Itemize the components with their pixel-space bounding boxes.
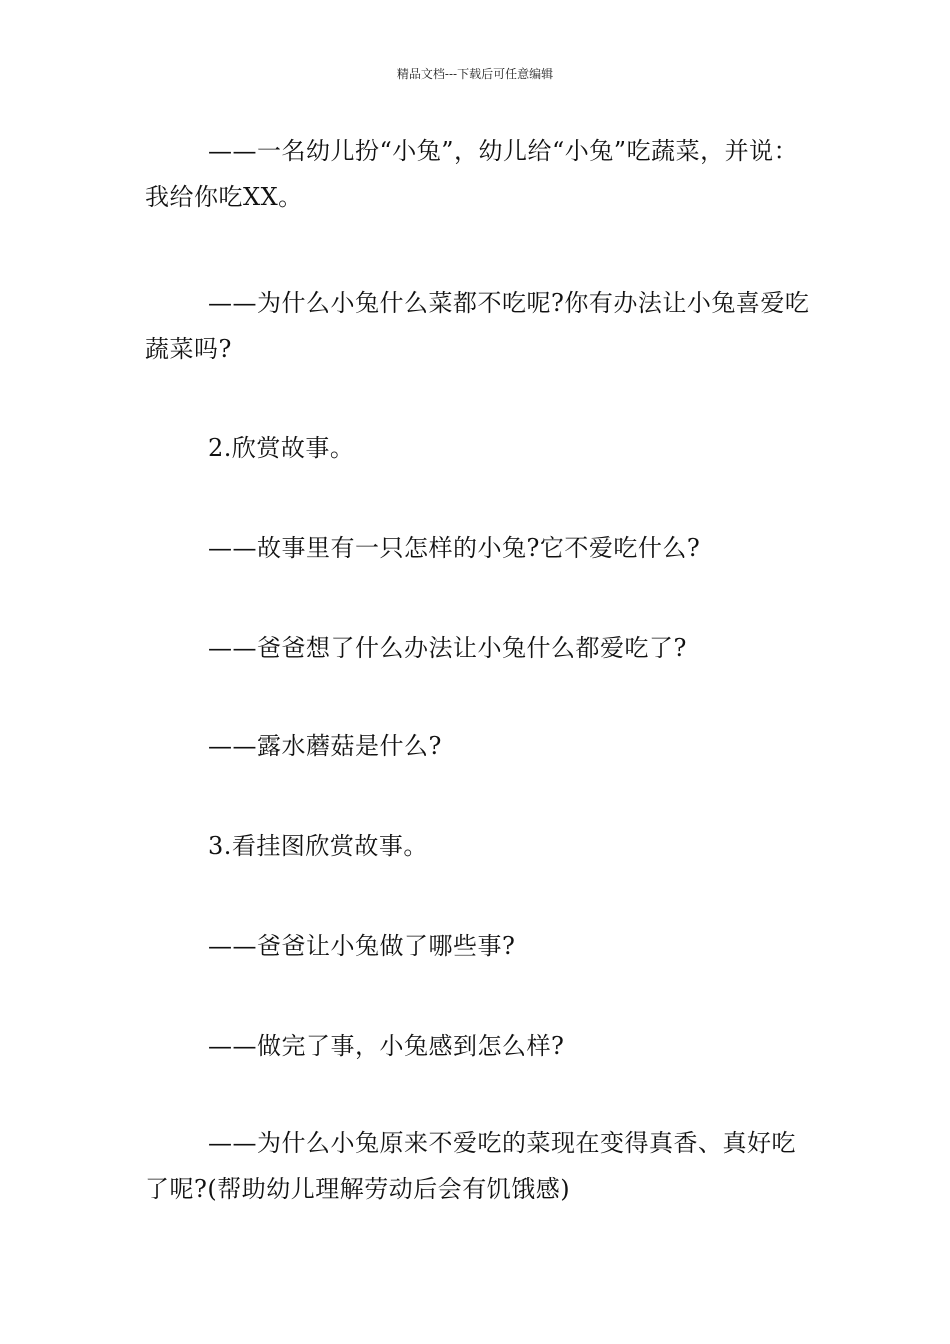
page-header: 精品文档---下载后可任意编辑 [396,67,554,81]
paragraph-1: ——一名幼儿扮“小兔”，幼儿给“小兔”吃蔬菜，并说：我给你吃XX。 [145,137,799,211]
paragraph-5: ——爸爸想了什么办法让小兔什么都爱吃了? [208,634,687,662]
paragraph-6: ——露水蘑菇是什么? [208,732,442,760]
paragraph-4: ——故事里有一只怎样的小兔?它不爱吃什么? [208,534,701,562]
paragraph-8: ——爸爸让小兔做了哪些事? [208,932,516,960]
paragraph-10: ——为什么小兔原来不爱吃的菜现在变得真香、真好吃了呢?(帮助幼儿理解劳动后会有饥饿感) [145,1129,796,1203]
paragraph-3: 2.欣赏故事。 [208,434,355,462]
paragraph-7: 3.看挂图欣赏故事。 [208,832,428,860]
paragraph-2: ——为什么小兔什么菜都不吃呢?你有办法让小兔喜爱吃蔬菜吗? [145,289,810,363]
paragraph-9: ——做完了事，小兔感到怎么样? [208,1032,565,1060]
